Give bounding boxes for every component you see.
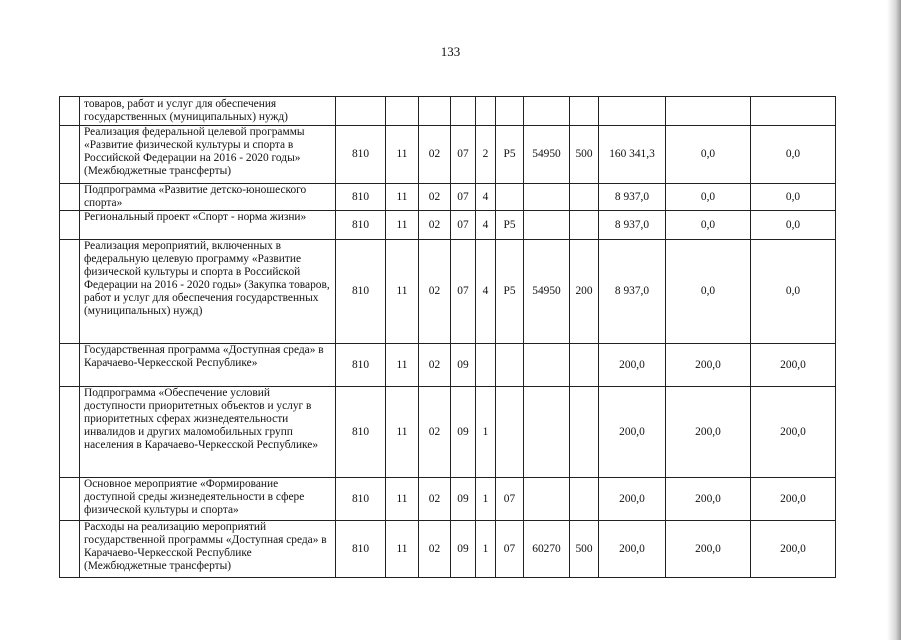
expense-type-cell: 500 — [570, 126, 599, 184]
target-article-part1-cell: 07 — [451, 126, 476, 184]
target-article-part2-cell: 1 — [476, 521, 496, 578]
target-article-part2-cell — [476, 344, 496, 387]
target-article-part4-cell: 60270 — [524, 521, 570, 578]
row-number-cell — [60, 97, 80, 126]
ved-code-cell: 810 — [336, 387, 386, 478]
row-number-cell — [60, 211, 80, 240]
amount-year3-cell: 0,0 — [751, 240, 836, 344]
section-code-cell — [386, 97, 419, 126]
ved-code-cell: 810 — [336, 126, 386, 184]
section-code-cell: 11 — [386, 478, 419, 521]
target-article-part2-cell: 1 — [476, 478, 496, 521]
ved-code-cell: 810 — [336, 344, 386, 387]
target-article-part1-cell: 07 — [451, 240, 476, 344]
amount-year2-cell: 0,0 — [666, 126, 751, 184]
amount-year3-cell: 200,0 — [751, 387, 836, 478]
row-name-cell: товаров, работ и услуг для обеспечения государственных (муниципальных) нужд) — [80, 97, 336, 126]
target-article-part2-cell: 4 — [476, 211, 496, 240]
expense-type-cell: 500 — [570, 521, 599, 578]
target-article-part3-cell — [496, 344, 524, 387]
target-article-part1-cell — [451, 97, 476, 126]
table-row — [60, 344, 836, 387]
amount-year3-cell: 200,0 — [751, 344, 836, 387]
subsection-code-cell: 02 — [419, 240, 451, 344]
page-number: 133 — [440, 44, 461, 59]
target-article-part2-cell: 2 — [476, 126, 496, 184]
target-article-part2-cell: 4 — [476, 240, 496, 344]
target-article-part2-cell: 4 — [476, 184, 496, 211]
row-name-cell: Государственная программа «Доступная среда» в Карачаево-Черкесской Республике» — [80, 344, 336, 387]
amount-year3-cell: 0,0 — [751, 211, 836, 240]
table-row — [60, 184, 836, 211]
amount-year2-cell: 200,0 — [666, 344, 751, 387]
amount-year3-cell: 0,0 — [751, 184, 836, 211]
amount-year1-cell: 8 937,0 — [599, 184, 666, 211]
ved-code-cell: 810 — [336, 211, 386, 240]
row-name-cell: Региональный проект «Спорт - норма жизни» — [80, 211, 336, 240]
target-article-part3-cell: P5 — [496, 240, 524, 344]
row-number-cell — [60, 184, 80, 211]
table-row — [60, 97, 836, 126]
amount-year2-cell: 0,0 — [666, 184, 751, 211]
section-code-cell: 11 — [386, 387, 419, 478]
target-article-part2-cell: 1 — [476, 387, 496, 478]
amount-year3-cell: 200,0 — [751, 521, 836, 578]
row-name-cell: Основное мероприятие «Формирование доступной среды жизнедеятельности в сфере физической культуры и спорта» — [80, 478, 336, 521]
target-article-part1-cell: 07 — [451, 211, 476, 240]
amount-year2-cell: 200,0 — [666, 387, 751, 478]
ved-code-cell: 810 — [336, 521, 386, 578]
amount-year2-cell: 0,0 — [666, 211, 751, 240]
row-number-cell — [60, 478, 80, 521]
expense-type-cell — [570, 184, 599, 211]
amount-year3-cell — [751, 97, 836, 126]
table-row — [60, 211, 836, 240]
amount-year1-cell — [599, 97, 666, 126]
subsection-code-cell: 02 — [419, 344, 451, 387]
section-code-cell: 11 — [386, 240, 419, 344]
amount-year3-cell: 200,0 — [751, 478, 836, 521]
ved-code-cell: 810 — [336, 240, 386, 344]
target-article-part4-cell — [524, 211, 570, 240]
target-article-part3-cell — [496, 387, 524, 478]
target-article-part4-cell — [524, 97, 570, 126]
row-name-cell: Расходы на реализацию мероприятий государственной программы «Доступная среда» в Карачаево-Черкесской Республике (Межбюджетные трансферты) — [80, 521, 336, 578]
budget-table — [59, 96, 836, 578]
amount-year1-cell: 200,0 — [599, 521, 666, 578]
row-number-cell — [60, 240, 80, 344]
target-article-part3-cell — [496, 97, 524, 126]
table-row — [60, 240, 836, 344]
row-name-cell: Подпрограмма «Развитие детско-юношеского спорта» — [80, 184, 336, 211]
amount-year1-cell: 8 937,0 — [599, 240, 666, 344]
amount-year3-cell: 0,0 — [751, 126, 836, 184]
row-number-cell — [60, 387, 80, 478]
target-article-part3-cell: P5 — [496, 126, 524, 184]
expense-type-cell — [570, 387, 599, 478]
row-number-cell — [60, 344, 80, 387]
target-article-part3-cell: 07 — [496, 478, 524, 521]
subsection-code-cell: 02 — [419, 478, 451, 521]
target-article-part1-cell: 09 — [451, 478, 476, 521]
amount-year1-cell: 8 937,0 — [599, 211, 666, 240]
expense-type-cell — [570, 211, 599, 240]
subsection-code-cell: 02 — [419, 211, 451, 240]
expense-type-cell — [570, 97, 599, 126]
table-row — [60, 126, 836, 184]
section-code-cell: 11 — [386, 344, 419, 387]
amount-year2-cell — [666, 97, 751, 126]
target-article-part3-cell — [496, 184, 524, 211]
target-article-part4-cell — [524, 478, 570, 521]
scan-edge-shadow — [887, 0, 901, 640]
table-row — [60, 521, 836, 578]
amount-year1-cell: 200,0 — [599, 344, 666, 387]
subsection-code-cell: 02 — [419, 521, 451, 578]
amount-year2-cell: 200,0 — [666, 478, 751, 521]
amount-year1-cell: 160 341,3 — [599, 126, 666, 184]
target-article-part4-cell: 54950 — [524, 126, 570, 184]
row-name-cell: Подпрограмма «Обеспечение условий доступности приоритетных объектов и услуг в приоритетных сферах жизнедеятельности инвалидов и других маломобильных групп населения в Карачаево-Черкесской Республике» — [80, 387, 336, 478]
subsection-code-cell — [419, 97, 451, 126]
subsection-code-cell: 02 — [419, 126, 451, 184]
target-article-part1-cell: 07 — [451, 184, 476, 211]
section-code-cell: 11 — [386, 184, 419, 211]
amount-year2-cell: 200,0 — [666, 521, 751, 578]
ved-code-cell: 810 — [336, 184, 386, 211]
row-name-cell: Реализация федеральной целевой программы «Развитие физической культуры и спорта в Российской Федерации на 2016 - 2020 годы» (Межбюджетные трансферты) — [80, 126, 336, 184]
table-row — [60, 478, 836, 521]
amount-year1-cell: 200,0 — [599, 387, 666, 478]
target-article-part4-cell — [524, 184, 570, 211]
amount-year2-cell: 0,0 — [666, 240, 751, 344]
subsection-code-cell: 02 — [419, 387, 451, 478]
row-number-cell — [60, 126, 80, 184]
ved-code-cell — [336, 97, 386, 126]
target-article-part4-cell: 54950 — [524, 240, 570, 344]
target-article-part1-cell: 09 — [451, 387, 476, 478]
target-article-part4-cell — [524, 344, 570, 387]
ved-code-cell: 810 — [336, 478, 386, 521]
target-article-part1-cell: 09 — [451, 521, 476, 578]
amount-year1-cell: 200,0 — [599, 478, 666, 521]
row-name-cell: Реализация мероприятий, включенных в федеральную целевую программу «Развитие физической культуры и спорта в Российской Федерации на 2016 - 2020 годы» (Закупка товаров, работ и услуг для обеспечения государственных (муниципальных) нужд) — [80, 240, 336, 344]
target-article-part1-cell: 09 — [451, 344, 476, 387]
section-code-cell: 11 — [386, 126, 419, 184]
expense-type-cell — [570, 344, 599, 387]
table-row — [60, 387, 836, 478]
section-code-cell: 11 — [386, 211, 419, 240]
subsection-code-cell: 02 — [419, 184, 451, 211]
target-article-part2-cell — [476, 97, 496, 126]
target-article-part3-cell: P5 — [496, 211, 524, 240]
target-article-part4-cell — [524, 387, 570, 478]
expense-type-cell — [570, 478, 599, 521]
row-number-cell — [60, 521, 80, 578]
target-article-part3-cell: 07 — [496, 521, 524, 578]
expense-type-cell: 200 — [570, 240, 599, 344]
section-code-cell: 11 — [386, 521, 419, 578]
